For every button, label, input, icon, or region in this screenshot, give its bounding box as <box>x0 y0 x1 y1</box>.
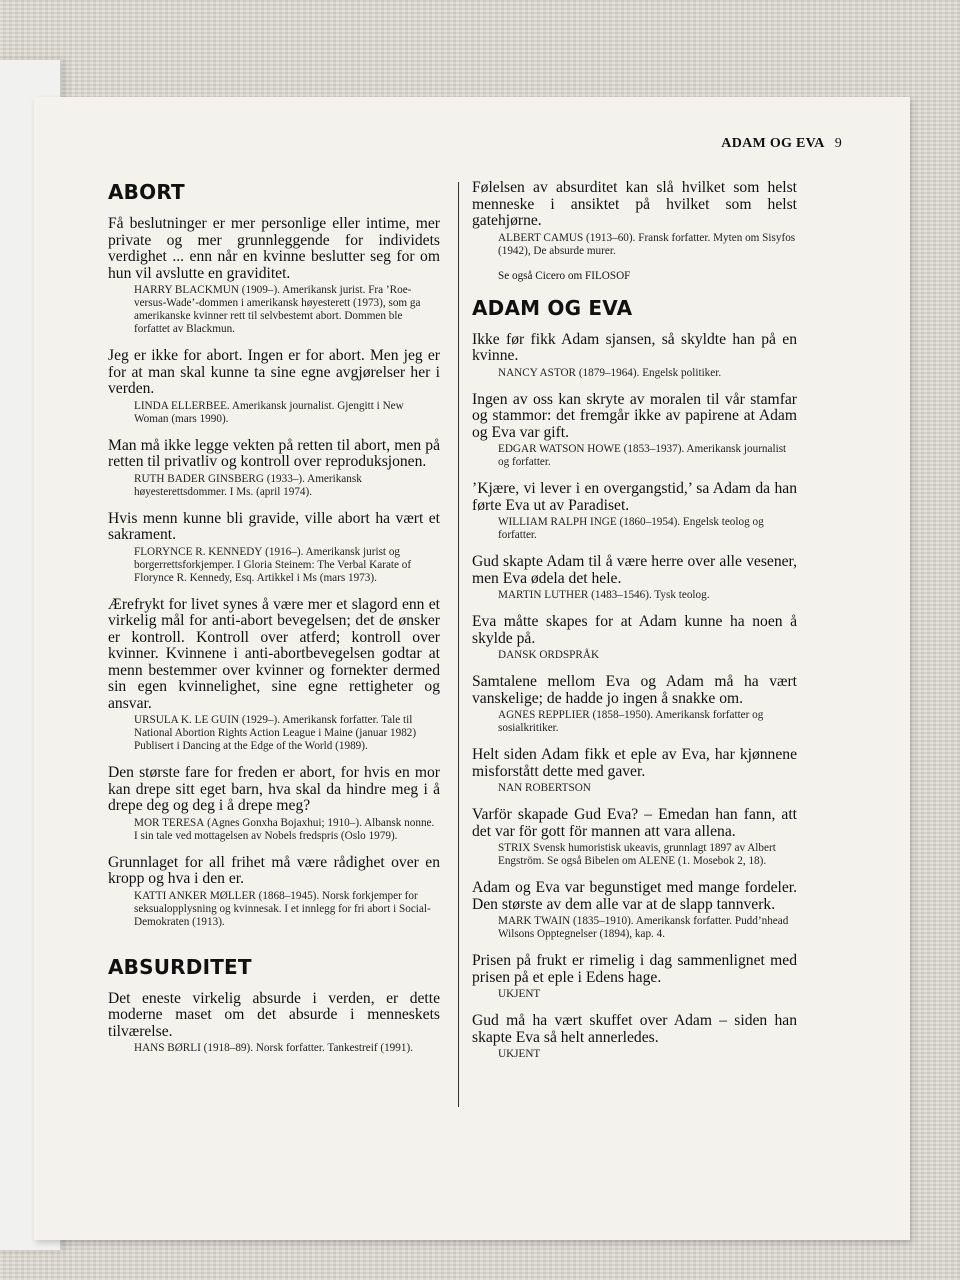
quote-text: Varför skapade Gud Eva? – Emedan han fann, att det var för gott för mannen att vara allena. <box>472 806 797 840</box>
author-name: LINDA ELLERBEE <box>134 399 227 412</box>
author-name: RUTH BADER GINSBERG <box>134 472 264 485</box>
quote-text: Helt siden Adam fikk et eple av Eva, har kjønnene misforstått dette med gaver. <box>472 746 797 780</box>
author-name: ALBERT CAMUS <box>498 231 584 244</box>
quote-entry <box>472 392 797 470</box>
quote-text: Samtalene mellom Eva og Adam må ha vært vanskelige; de hadde jo ingen å snakke om. <box>472 673 797 707</box>
quote-text: ’Kjære, vi lever i en overgangstid,’ sa Adam da han førte Eva ut av Paradiset. <box>472 480 797 514</box>
running-head-title: ADAM OG EVA <box>721 136 825 151</box>
author-name: MOR TERESA <box>134 816 205 829</box>
quote-text: Adam og Eva var begunstiget med mange fordeler. Den største av dem alle var at de slapp tannverk. <box>472 879 797 913</box>
page-number: 9 <box>834 136 842 151</box>
quote-attribution <box>134 473 440 499</box>
quote-entry <box>472 481 797 542</box>
running-head <box>721 136 842 152</box>
quote-entry <box>108 765 440 843</box>
quote-text: Ikke før fikk Adam sjansen, så skyldte han på en kvinne. <box>472 330 797 364</box>
author-details: (1853–1937). Amerikansk journalist og forfatter. <box>498 443 787 468</box>
quote-text: Man må ikke legge vekten på retten til abort, men på retten til privatliv og kontroll over reproduksjonen. <box>108 436 440 470</box>
section-heading: ABORT <box>108 180 185 204</box>
quote-text: Prisen på frukt er rimelig i dag sammenlignet med prisen på et eple i Edens hage. <box>472 952 797 986</box>
quote-attribution <box>134 817 440 843</box>
author-name: HANS BØRLI <box>134 1042 201 1054</box>
quote-text: Grunnlaget for all frihet må være rådighet over en kropp og hva i den er. <box>108 853 440 887</box>
quote-text: Gud må ha vært skuffet over Adam – siden han skapte Eva så helt annerledes. <box>472 1012 797 1046</box>
author-name: STRIX <box>498 842 531 854</box>
author-name: AGNES REPPLIER <box>498 709 590 721</box>
section-gap <box>108 941 440 955</box>
quote-text: Det eneste virkelig absurde i verden, er dette moderne maset om det absurde i menneskets tilværelse. <box>108 989 440 1040</box>
author-details: (1868–1945). Norsk forkjemper for seksualopplysning og kvinnesak. I et innlegg for fri abort i Social-Demokraten (1913). <box>134 889 431 928</box>
author-name: NANCY ASTOR <box>498 366 577 379</box>
author-name: HARRY BLACKMUN <box>134 284 239 296</box>
author-name: NAN ROBERTSON <box>498 782 591 794</box>
quote-text: Følelsen av absurditet kan slå hvilket som helst menneske i ansiktet på hvilket som helst gatehjørne. <box>472 179 797 229</box>
author-details: (1483–1546). Tysk teolog. <box>588 589 710 601</box>
author-details: (1835–1910). Amerikansk forfatter. Pudd’nhead Wilsons Opptegnelser (1894), kap. 4. <box>498 915 789 940</box>
author-details: . Amerikansk journalist. Gjengitt i New Woman (mars 1990). <box>134 399 404 425</box>
column-divider <box>458 182 459 1107</box>
section-gap <box>472 282 797 296</box>
quote-attribution <box>498 915 797 941</box>
quote-attribution <box>498 589 797 602</box>
quote-attribution <box>498 988 797 1001</box>
author-details: Svensk humoristisk ukeavis, grunnlagt 1897 av Albert Engström. Se også Bibelen om ALENE (1. Mosebok 2, 18). <box>498 842 776 867</box>
quote-attribution <box>498 782 797 795</box>
quote-entry <box>472 747 797 795</box>
quote-entry <box>472 554 797 602</box>
quote-entry <box>108 511 440 585</box>
quote-attribution <box>498 232 797 258</box>
author-details: (1879–1964). Engelsk politiker. <box>576 366 722 379</box>
quote-entry <box>472 807 797 868</box>
quote-entry <box>472 1013 797 1061</box>
quote-entry <box>108 855 440 929</box>
author-details: (1858–1950). Amerikansk forfatter og sosialkritiker. <box>498 709 764 734</box>
left-column <box>108 180 440 1067</box>
author-details: (1909–). Amerikansk jurist. Fra ’Roe-versus-Wade’-dommen i amerikansk høyesterett (1973), som ga amerikanske kvinner rett til selvbestemt abort. Dommen ble forfattet av Blackmun. <box>134 284 421 335</box>
author-name: MARK TWAIN <box>498 915 571 927</box>
author-details: (1933–). Amerikansk høyesterettsdommer. I Ms. (april 1974). <box>134 472 362 498</box>
quote-text: Ingen av oss kan skryte av moralen til vår stamfar og stammor: det fremgår ikke av papirene at Adam og Eva var gift. <box>472 390 797 441</box>
quote-entry <box>472 674 797 735</box>
section-heading: ADAM OG EVA <box>472 295 633 320</box>
author-name: KATTI ANKER MØLLER <box>134 889 256 902</box>
quote-entry <box>108 991 440 1056</box>
quote-entry <box>108 216 440 336</box>
quote-entry <box>472 332 797 380</box>
quote-attribution <box>498 1048 797 1061</box>
quote-attribution <box>498 516 797 542</box>
author-details: (1918–89). Norsk forfatter. Tankestreif (1991). <box>200 1042 413 1054</box>
quote-entry <box>472 953 797 1001</box>
author-name: UKJENT <box>498 988 541 1000</box>
quote-attribution <box>498 842 797 868</box>
author-name: DANSK ORDSPRÅK <box>498 649 600 661</box>
see-also-note: Se også Cicero om FILOSOF <box>498 269 631 282</box>
quote-attribution <box>498 709 797 735</box>
author-name: MARTIN LUTHER <box>498 589 589 601</box>
quote-attribution <box>134 714 440 753</box>
quote-attribution <box>134 890 440 929</box>
author-details: (Agnes Gonxha Bojaxhui; 1910–). Albansk nonne. I sin tale ved mottagelsen av Nobels fredspris (Oslo 1979). <box>134 816 435 842</box>
author-details: (1913–60). Fransk forfatter. Myten om Sisyfos (1942), De absurde murer. <box>498 231 796 257</box>
quote-text: Ærefrykt for livet synes å være mer et slagord enn et virkelig mål for anti-abort bevegelsen; det de ønsker er kontroll. Kontroll over atferd; kontroll over kvinner. Kvinnene i anti-abortbevegelsen godtar at menn bestemmer over kvinner og fornekter dermed sin egen kvinnelighet, sine egne rettigheter og ansvar. <box>108 595 440 712</box>
quote-attribution <box>134 400 440 426</box>
quote-text: Få beslutninger er mer personlige eller intime, mer private og mer grunnleggende for individets verdighet ... enn når en kvinne beslutter seg for om hun vil avslutte en graviditet. <box>108 215 440 282</box>
quote-entry <box>472 180 797 258</box>
quote-text: Den største fare for freden er abort, for hvis en mor kan drepe sitt eget barn, hva skal da hindre meg i å drepe deg og deg i å drepe meg? <box>108 764 440 814</box>
quote-text: Hvis menn kunne bli gravide, ville abort ha vært et sakrament. <box>108 509 440 543</box>
quote-text: Eva måtte skapes for at Adam kunne ha noen å skylde på. <box>472 613 797 647</box>
author-name: URSULA K. LE GUIN <box>134 714 240 726</box>
quote-attribution <box>134 284 440 336</box>
author-name: EDGAR WATSON HOWE <box>498 443 621 455</box>
quote-attribution <box>498 649 797 662</box>
author-details: (1916–). Amerikansk jurist og borgerrettsforkjemper. I Gloria Steinem: The Verbal Karate of Florynce R. Kennedy, Esq. Artikkel i Ms (mars 1973). <box>134 545 412 584</box>
quote-entry <box>472 614 797 662</box>
author-name: WILLIAM RALPH INGE <box>498 516 617 528</box>
quote-text: Gud skapte Adam til å være herre over alle vesener, men Eva ødela det hele. <box>472 553 797 587</box>
quote-attribution <box>498 443 797 469</box>
quote-entry <box>108 597 440 754</box>
quote-attribution <box>134 546 440 585</box>
author-name: UKJENT <box>498 1048 541 1060</box>
quote-text: Jeg er ikke for abort. Ingen er for abort. Men jeg er for at man skal kunne ta sine egne avgjørelser her i verden. <box>108 347 440 397</box>
quote-entry <box>108 438 440 499</box>
quote-entry <box>108 348 440 426</box>
quote-attribution <box>498 367 797 380</box>
author-details: (1929–). Amerikansk forfatter. Tale til National Abortion Rights Action League i Maine (januar 1982) Publisert i Dancing at the Edge of the World (1989). <box>134 714 417 752</box>
author-details: (1860–1954). Engelsk teolog og forfatter. <box>498 516 764 541</box>
section-heading: ABSURDITET <box>108 954 252 979</box>
quote-entry <box>472 880 797 941</box>
author-name: FLORYNCE R. KENNEDY <box>134 545 263 558</box>
right-column <box>472 180 797 1073</box>
quote-attribution <box>134 1042 440 1055</box>
